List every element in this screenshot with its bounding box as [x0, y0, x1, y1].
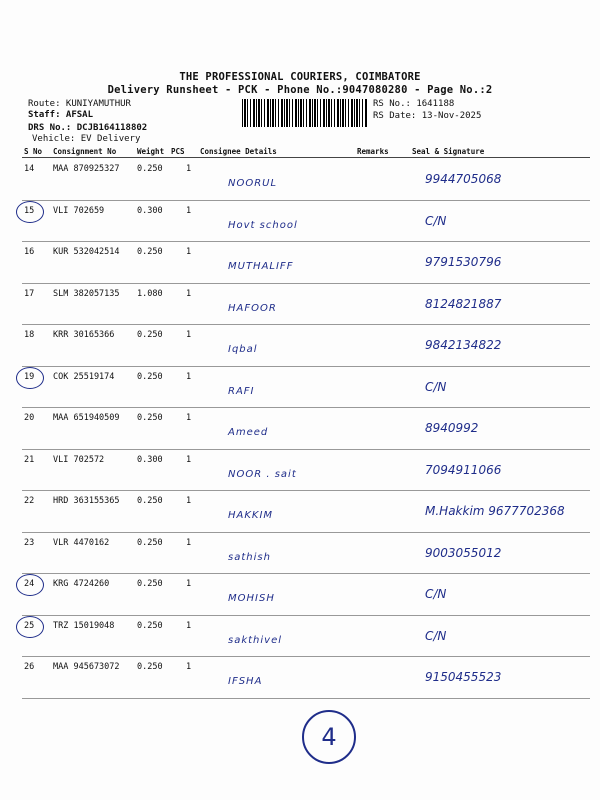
sno-cell: 23 [24, 537, 35, 548]
consignment-cell: MAA 945673072 [53, 662, 120, 672]
row-divider [22, 200, 590, 201]
drs-label: DRS No.: DCJB164118802 [28, 123, 148, 133]
consignment-cell: VLI 702659 [53, 205, 105, 216]
consignment-cell: KRR 30165366 [53, 330, 115, 340]
table-row [0, 492, 600, 532]
staff-label: Staff: AFSAL [28, 110, 94, 120]
sno-cell: 18 [24, 330, 35, 340]
col-remarks: Remarks [357, 147, 389, 156]
col-weight: Weight [137, 147, 165, 156]
weight-cell: 0.250 [137, 330, 163, 340]
table-row [0, 658, 600, 698]
col-sno: S No [24, 147, 43, 156]
barcode [242, 99, 368, 127]
table-row [0, 451, 600, 491]
weight-cell: 0.300 [137, 205, 163, 216]
circle-mark [16, 367, 44, 389]
signature: 8124821887 [425, 296, 502, 311]
pcs-cell: 1 [186, 454, 192, 465]
sno-cell: 22 [24, 496, 35, 506]
col-seal: Seal & Signature [412, 147, 485, 156]
signature: 7094911066 [425, 462, 502, 477]
consignment-cell: HRD 363155365 [53, 496, 120, 506]
table-row [0, 160, 600, 200]
weight-cell: 0.250 [137, 662, 163, 672]
consignee-name: MOHISH [228, 593, 275, 604]
row-divider [22, 698, 590, 699]
table-row [0, 202, 600, 242]
signature: C/N [425, 213, 447, 228]
pcs-cell: 1 [186, 620, 192, 631]
table-row [0, 326, 600, 366]
company-title: THE PROFESSIONAL COURIERS, COIMBATORE [179, 71, 421, 83]
sno-cell: 19 [24, 371, 35, 382]
signature: 9150455523 [425, 670, 502, 684]
row-divider [22, 407, 590, 408]
weight-cell: 0.250 [137, 164, 163, 174]
consignee-name: MUTHALIFF [228, 261, 294, 272]
table-row [0, 285, 600, 325]
col-consignee: Consignee Details [200, 147, 277, 156]
table-row [0, 617, 600, 657]
rs-date: RS Date: 13-Nov-2025 [373, 111, 482, 121]
table-row [0, 243, 600, 283]
consignment-cell: MAA 651940509 [53, 413, 120, 423]
consignment-cell: COK 25519174 [53, 371, 115, 382]
table-row [0, 575, 600, 615]
weight-cell: 0.250 [137, 620, 163, 631]
consignee-name: HAKKIM [228, 510, 274, 521]
weight-cell: 0.250 [137, 537, 163, 548]
consignment-cell: VLR 4470162 [53, 537, 110, 548]
signature: 9944705068 [425, 172, 502, 186]
circle-mark [16, 201, 44, 223]
weight-cell: 0.250 [137, 413, 163, 423]
sno-cell: 17 [24, 288, 35, 299]
consignment-cell: VLI 702572 [53, 454, 105, 465]
signature: 9003055012 [425, 545, 502, 560]
sno-cell: 25 [24, 620, 35, 631]
sno-cell: 20 [24, 413, 35, 423]
pcs-cell: 1 [186, 288, 192, 299]
signature: 8940992 [425, 421, 479, 435]
col-consignment: Consignment No [53, 147, 117, 156]
pcs-cell: 1 [186, 662, 192, 672]
row-divider [22, 324, 590, 325]
table-row [0, 368, 600, 408]
signature: C/N [425, 379, 447, 394]
header-divider [22, 157, 590, 158]
pcs-cell: 1 [186, 537, 192, 548]
sno-cell: 16 [24, 247, 35, 257]
signature: 9842134822 [425, 338, 502, 352]
circle-mark [16, 574, 44, 596]
sno-cell: 21 [24, 454, 35, 465]
signature: C/N [425, 628, 447, 643]
runsheet-subtitle: Delivery Runsheet - PCK - Phone No.:9047080280 - Page No.:2 [107, 84, 493, 96]
page-mark: 4 [302, 710, 356, 764]
consignee-name: NOORUL [228, 178, 278, 189]
weight-cell: 0.250 [137, 371, 163, 382]
row-divider [22, 366, 590, 367]
pcs-cell: 1 [186, 205, 192, 216]
row-divider [22, 615, 590, 616]
pcs-cell: 1 [186, 247, 192, 257]
row-divider [22, 656, 590, 657]
sno-cell: 15 [24, 205, 35, 216]
table-row [0, 534, 600, 574]
rs-number: RS No.: 1641188 [373, 99, 455, 109]
consignment-cell: KUR 532042514 [53, 247, 120, 257]
weight-cell: 0.250 [137, 247, 163, 257]
pcs-cell: 1 [186, 413, 192, 423]
weight-cell: 0.300 [137, 454, 163, 465]
row-divider [22, 241, 590, 242]
row-divider [22, 449, 590, 450]
consignee-name: NOOR . sait [228, 468, 297, 480]
pcs-cell: 1 [186, 579, 192, 589]
consignee-name: sakthivel [228, 634, 283, 646]
consignee-name: Iqbal [228, 344, 258, 355]
consignee-name: sathish [228, 551, 271, 563]
pcs-cell: 1 [186, 371, 192, 382]
consignment-cell: TRZ 15019048 [53, 620, 115, 631]
pcs-cell: 1 [186, 496, 192, 506]
signature: M.Hakkim 9677702368 [425, 504, 565, 518]
row-divider [22, 283, 590, 284]
signature: 9791530796 [425, 255, 502, 269]
signature: C/N [425, 587, 447, 601]
circle-mark [16, 616, 44, 638]
consignee-name: Ameed [228, 427, 269, 438]
row-divider [22, 490, 590, 491]
table-row [0, 409, 600, 449]
consignee-name: IFSHA [228, 676, 263, 687]
consignee-name: RAFI [228, 385, 255, 397]
row-divider [22, 573, 590, 574]
sno-cell: 24 [24, 579, 35, 589]
consignment-cell: MAA 870925327 [53, 164, 120, 174]
consignment-cell: SLM 382057135 [53, 288, 120, 299]
weight-cell: 0.250 [137, 496, 163, 506]
route-label: Route: KUNIYAMUTHUR [28, 99, 131, 109]
col-pcs: PCS [171, 147, 185, 156]
vehicle-label: Vehicle: EV Delivery [32, 134, 141, 144]
weight-cell: 1.080 [137, 288, 163, 299]
pcs-cell: 1 [186, 330, 192, 340]
sno-cell: 14 [24, 164, 35, 174]
consignment-cell: KRG 4724260 [53, 579, 110, 589]
consignee-name: HAFOOR [228, 302, 277, 314]
weight-cell: 0.250 [137, 579, 163, 589]
consignee-name: Hovt school [228, 219, 298, 231]
row-divider [22, 532, 590, 533]
pcs-cell: 1 [186, 164, 192, 174]
sno-cell: 26 [24, 662, 35, 672]
